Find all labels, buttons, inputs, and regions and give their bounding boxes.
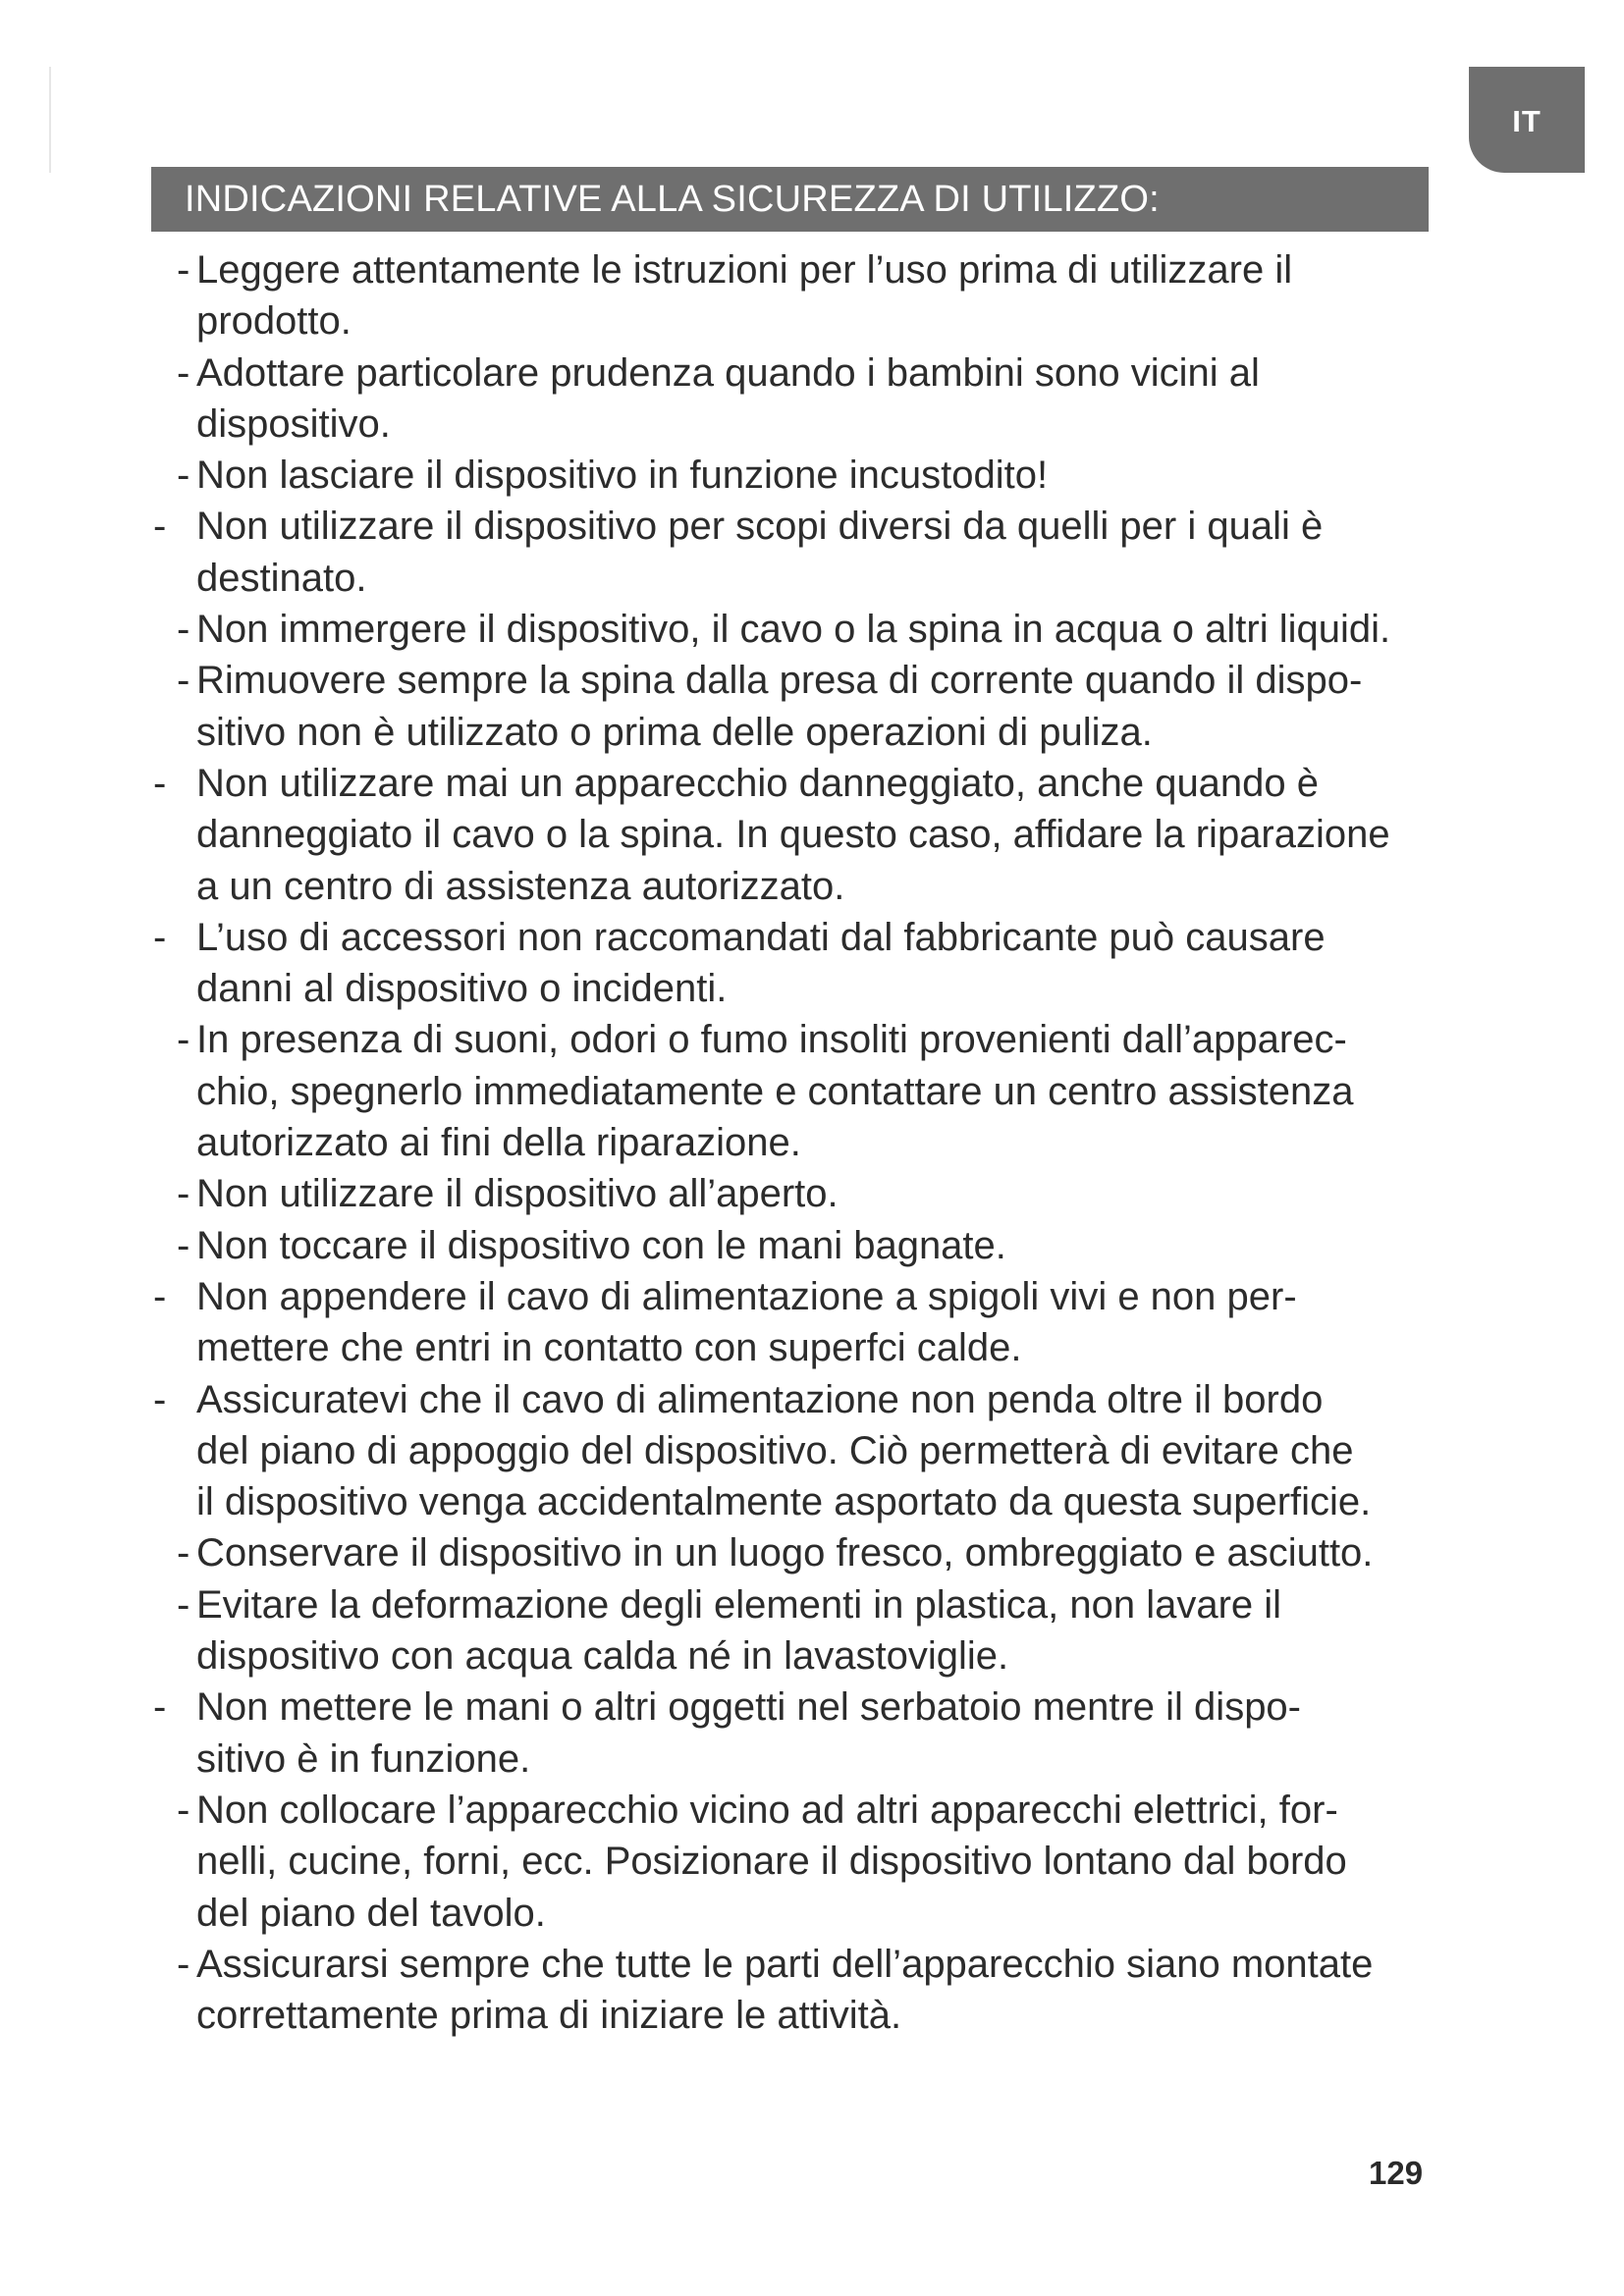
instruction-line: destinato.	[196, 556, 367, 600]
instruction-text	[196, 450, 1502, 501]
instruction-item	[147, 1579, 1502, 1682]
instruction-text	[196, 1271, 1502, 1374]
instruction-text	[196, 1168, 1502, 1219]
language-tab: IT	[1469, 67, 1585, 173]
bullet-dash: -	[153, 761, 167, 805]
instruction-item	[147, 244, 1502, 347]
instruction-text	[196, 1220, 1502, 1271]
instruction-item	[147, 347, 1502, 451]
bullet-dash: -	[153, 1685, 167, 1730]
instruction-line: il dispositivo venga accidentalmente asportato da questa superficie.	[196, 1480, 1372, 1524]
instruction-text	[196, 1682, 1502, 1785]
instruction-line: Leggere attentamente le istruzioni per l’uso prima di utilizzare il	[196, 248, 1293, 292]
instruction-line: Non lasciare il dispositivo in funzione incustodito!	[196, 454, 1049, 498]
instruction-line: Evitare la deformazione degli elementi in plastica, non lavare il	[196, 1582, 1282, 1627]
instruction-item	[147, 1168, 1502, 1219]
instruction-line: sitivo è in funzione.	[196, 1736, 531, 1781]
instruction-line: Non toccare il dispositivo con le mani bagnate.	[196, 1223, 1006, 1267]
instruction-line: autorizzato ai fini della riparazione.	[196, 1121, 801, 1165]
bullet-dash: -	[177, 454, 190, 498]
bullet-dash: -	[153, 1377, 167, 1421]
instruction-text	[196, 1939, 1502, 2042]
bullet-dash: -	[153, 915, 167, 959]
instruction-line: Assicurarsi sempre che tutte le parti dell’apparecchio siano montate	[196, 1942, 1374, 1986]
instruction-item	[147, 655, 1502, 758]
bullet-dash: -	[177, 1172, 190, 1216]
instruction-line: dispositivo con acqua calda né in lavastoviglie.	[196, 1634, 1009, 1679]
instruction-text	[196, 244, 1502, 347]
bullet-dash: -	[177, 1582, 190, 1627]
instruction-line: Conservare il dispositivo in un luogo fresco, ombreggiato e asciutto.	[196, 1531, 1374, 1575]
instruction-item	[147, 912, 1502, 1015]
instruction-line: Non appendere il cavo di alimentazione a spigoli vivi e non per-	[196, 1274, 1297, 1318]
instruction-line: dispositivo.	[196, 401, 391, 446]
safety-instructions-list	[147, 244, 1502, 2041]
page-number: 129	[1369, 2155, 1424, 2191]
margin-rule	[49, 67, 51, 173]
instruction-line: danneggiato il cavo o la spina. In questo caso, affidare la riparazione	[196, 813, 1390, 857]
bullet-dash: -	[177, 350, 190, 395]
instruction-text	[196, 1579, 1502, 1682]
instruction-item	[147, 1014, 1502, 1168]
bullet-dash: -	[153, 1274, 167, 1318]
bullet-dash: -	[177, 608, 190, 652]
instruction-line: Non utilizzare mai un apparecchio danneggiato, anche quando è	[196, 761, 1320, 805]
instruction-line: Non immergere il dispositivo, il cavo o la spina in acqua o altri liquidi.	[196, 608, 1391, 652]
instruction-item	[147, 450, 1502, 501]
instruction-text	[196, 655, 1502, 758]
instruction-line: In presenza di suoni, odori o fumo insoliti provenienti dall’apparec-	[196, 1018, 1347, 1062]
bullet-dash: -	[177, 1018, 190, 1062]
instruction-text	[196, 1014, 1502, 1168]
bullet-dash: -	[177, 1788, 190, 1832]
section-title: INDICAZIONI RELATIVE ALLA SICUREZZA DI UTILIZZO:	[185, 178, 1160, 220]
bullet-dash: -	[177, 659, 190, 703]
instruction-text	[196, 501, 1502, 604]
instruction-line: correttamente prima di iniziare le attività.	[196, 1994, 902, 2038]
instruction-text	[196, 1527, 1502, 1578]
instruction-text	[196, 1374, 1502, 1528]
instruction-line: Non utilizzare il dispositivo per scopi diversi da quelli per i quali è	[196, 505, 1324, 549]
instruction-line: del piano del tavolo.	[196, 1891, 546, 1935]
instruction-line: Non collocare l’apparecchio vicino ad altri apparecchi elettrici, for-	[196, 1788, 1338, 1832]
instruction-item	[147, 1682, 1502, 1785]
instruction-item	[147, 1527, 1502, 1578]
instruction-item	[147, 1785, 1502, 1939]
instruction-item	[147, 1220, 1502, 1271]
instruction-item	[147, 1271, 1502, 1374]
instruction-line: Non mettere le mani o altri oggetti nel serbatoio mentre il dispo-	[196, 1685, 1301, 1730]
instruction-line: mettere che entri in contatto con superfci calde.	[196, 1326, 1022, 1370]
instruction-line: sitivo non è utilizzato o prima delle operazioni di puliza.	[196, 710, 1153, 754]
instruction-line: Assicuratevi che il cavo di alimentazione non penda oltre il bordo	[196, 1377, 1324, 1421]
instruction-line: danni al dispositivo o incidenti.	[196, 967, 728, 1011]
instruction-text	[196, 604, 1502, 655]
instruction-item	[147, 1939, 1502, 2042]
instruction-item	[147, 501, 1502, 604]
section-header-bar	[151, 167, 1429, 232]
bullet-dash: -	[177, 1223, 190, 1267]
instruction-line: nelli, cucine, forni, ecc. Posizionare il dispositivo lontano dal bordo	[196, 1840, 1347, 1884]
instruction-line: L’uso di accessori non raccomandati dal fabbricante può causare	[196, 915, 1326, 959]
bullet-dash: -	[177, 248, 190, 292]
instruction-text	[196, 347, 1502, 451]
instruction-line: chio, spegnerlo immediatamente e contattare un centro assistenza	[196, 1069, 1354, 1113]
instruction-line: del piano di appoggio del dispositivo. Ciò permetterà di evitare che	[196, 1428, 1354, 1472]
instruction-line: a un centro di assistenza autorizzato.	[196, 864, 845, 908]
bullet-dash: -	[153, 505, 167, 549]
instruction-item	[147, 604, 1502, 655]
instruction-item	[147, 1374, 1502, 1528]
bullet-dash: -	[177, 1531, 190, 1575]
instruction-text	[196, 912, 1502, 1015]
instruction-line: Non utilizzare il dispositivo all’aperto.	[196, 1172, 839, 1216]
instruction-text	[196, 1785, 1502, 1939]
instruction-line: Adottare particolare prudenza quando i bambini sono vicini al	[196, 350, 1260, 395]
instruction-item	[147, 758, 1502, 912]
bullet-dash: -	[177, 1942, 190, 1986]
instruction-line: prodotto.	[196, 299, 352, 344]
instruction-line: Rimuovere sempre la spina dalla presa di corrente quando il dispo-	[196, 659, 1363, 703]
instruction-text	[196, 758, 1502, 912]
